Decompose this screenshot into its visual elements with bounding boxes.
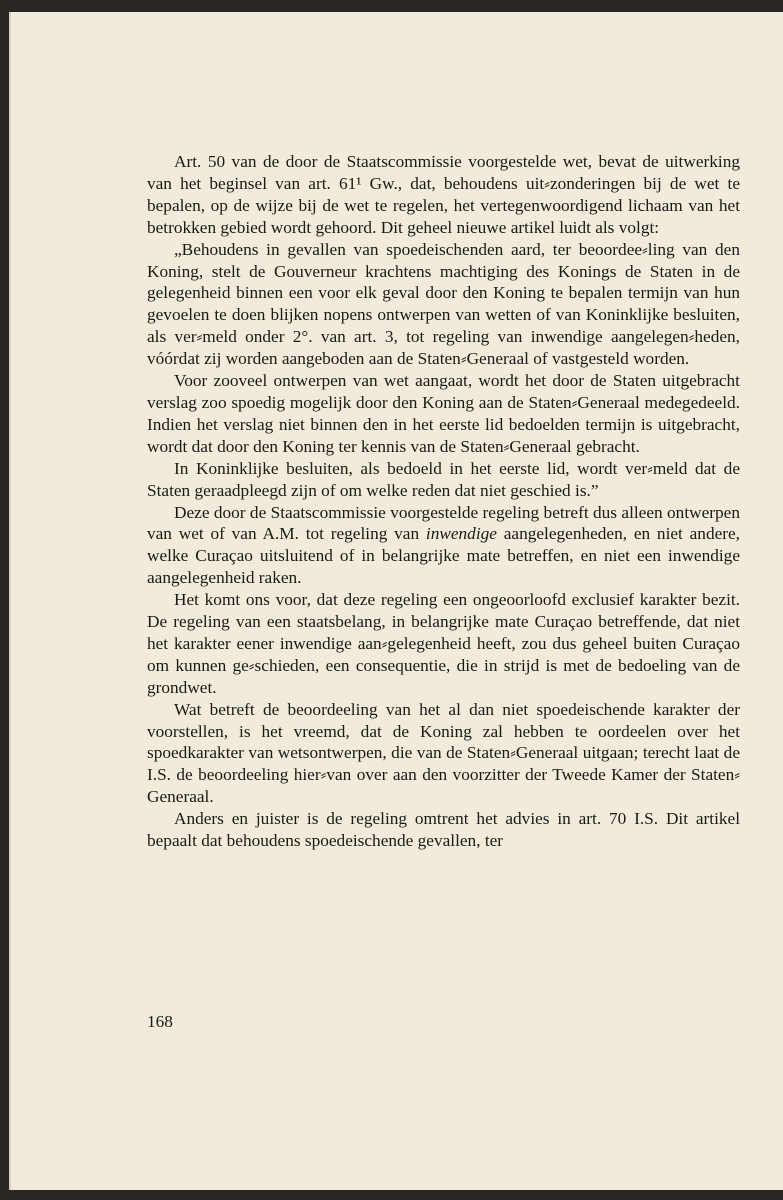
paragraph-5-lead: Deze door de Staatscommissie voorgestelde regeling betreft dus alleen ontwerpen van wet of van A.M. tot regeling van (147, 502, 740, 544)
paragraph-5 (147, 502, 740, 590)
paragraph-3: Voor zooveel ontwerpen van wet aangaat, wordt het door de Staten uitgebracht verslag zoo spoedig mogelijk door den Koning aan de Staten⸗Generaal medegedeeld. Indien het verslag niet binnen den in het eerste lid bedoelden termijn is uitgebracht, wordt dat door den Koning ter kennis van de Staten⸗Generaal gebracht. (147, 371, 740, 456)
book-page (9, 12, 783, 1190)
body-text (147, 151, 740, 852)
page-number: 168 (147, 1012, 173, 1031)
paragraph-5-tail: aangelegenheden, en niet andere, welke Curaçao uitsluitend of in belangrijke mate betreffen, en niet een inwendige aangelegenheid raken. (147, 524, 740, 588)
emphasis-inwendige: inwendige (425, 524, 497, 544)
paragraph-7: Wat betreft de beoordeeling van het al dan niet spoedeischende karakter der voorstellen, is het vreemd, dat de Koning zal hebben te oordeelen over het spoedkarakter van wetsontwerpen, die van de Staten⸗Generaal uitgaan; terecht laat de I.S. de beoordeeling hier⸗van over aan den voorzitter der Tweede Kamer der Staten⸗Generaal. (147, 699, 740, 807)
paragraph-4-quote-end: In Koninklijke besluiten, als bedoeld in het eerste lid, wordt ver⸗meld dat de Staten geraadpleegd zijn of om welke reden dat niet geschied is.” (147, 458, 740, 500)
paragraph-8: Anders en juister is de regeling omtrent het advies in art. 70 I.S. Dit artikel bepaalt dat behoudens spoedeischende gevallen, ter (147, 809, 740, 851)
paragraph-2-quote-start: „Behoudens in gevallen van spoedeischenden aard, ter beoordee⸗ling van den Koning, stelt de Gouverneur krachtens machtiging des Konings de Staten in de gelegenheid binnen een voor elk geval door den Koning te bepalen termijn van hun gevoelen te doen blijken nopens ontwerpen van wetten of van Koninklijke besluiten, als ver⸗meld onder 2°. van art. 3, tot regeling van inwendige aangelegen⸗heden, vóórdat zij worden aangeboden aan de Staten⸗Generaal of vastgesteld worden. (147, 239, 740, 369)
paragraph-1: Art. 50 van de door de Staatscommissie voorgestelde wet, bevat de uitwerking van het beginsel van art. 61¹ Gw., dat, behoudens uit⸗zonderingen bij de wet te bepalen, op de wijze bij de wet te regelen, het vertegenwoordigend lichaam van het betrokken gebied wordt gehoord. Dit geheel nieuwe artikel luidt als volgt: (147, 152, 740, 237)
paragraph-6: Het komt ons voor, dat deze regeling een ongeoorloofd exclusief karakter bezit. De regeling van een staatsbelang, in belangrijke mate Curaçao betreffende, dat niet het karakter eener inwendige aan⸗gelegenheid heeft, zou dus geheel buiten Curaçao om kunnen ge⸗schieden, een consequentie, die in strijd is met de bedoeling van de grondwet. (147, 590, 740, 697)
